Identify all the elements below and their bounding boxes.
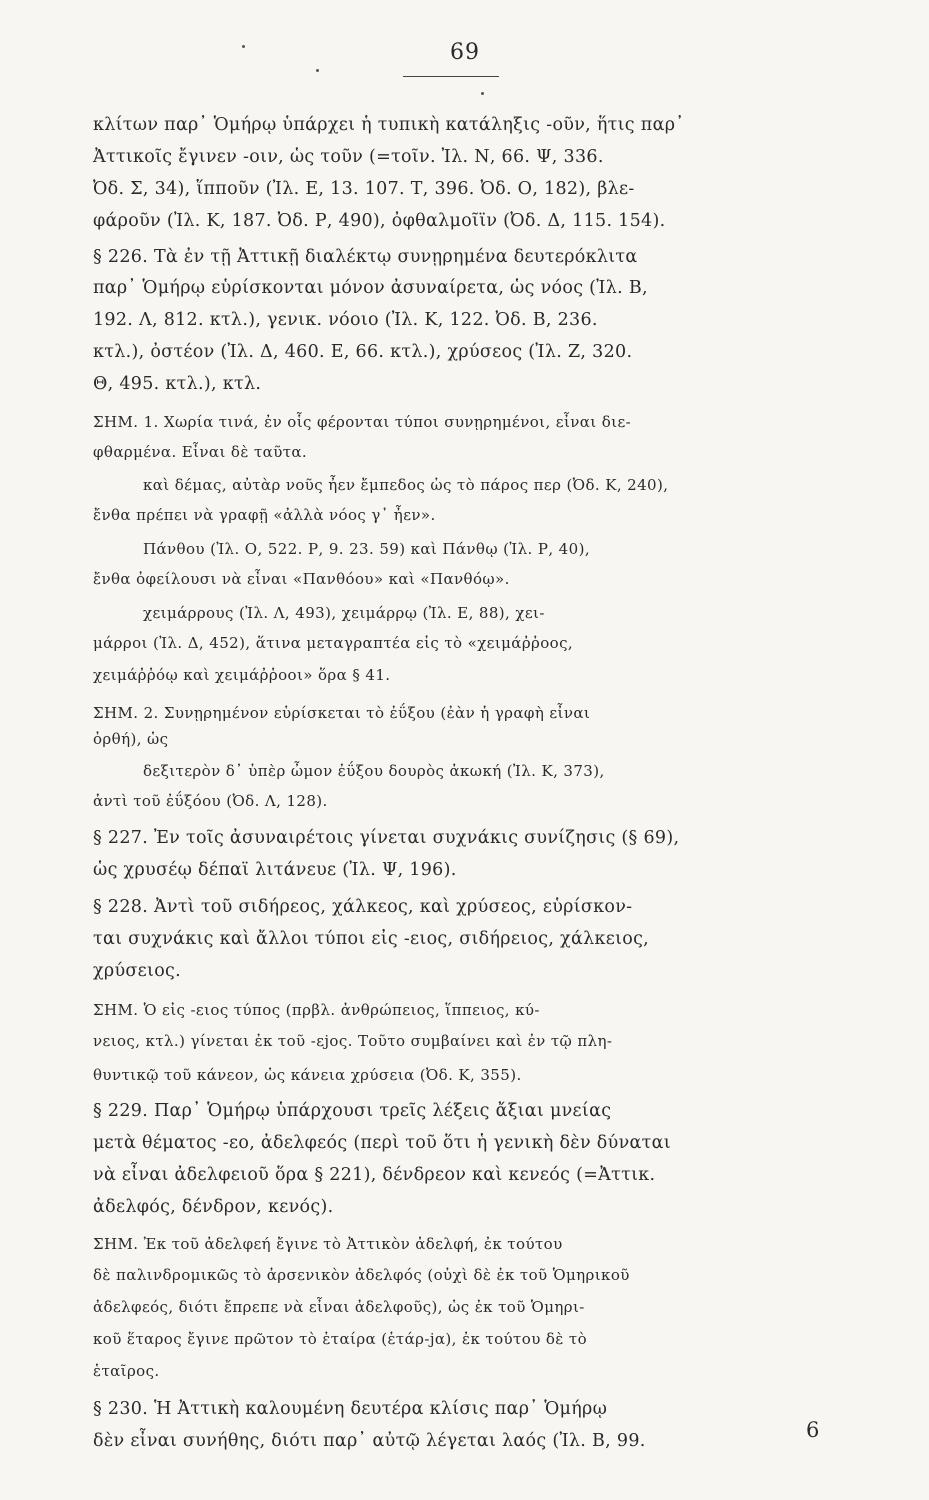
text-line: νὰ εἶναι ἀδελφειοῦ ὅρα § 221), δένδρεον καὶ κενεός (=Ἀττικ. — [93, 1165, 656, 1185]
ink-speck — [316, 69, 319, 72]
text-line: § 230. Ἡ Ἀττικὴ καλουμένη δευτέρα κλίσις παρ᾽ Ὁμήρῳ — [93, 1399, 608, 1419]
text-line: χρύσειος. — [93, 961, 182, 981]
text-line: ΣΗΜ. Ὁ εἰς -ειος τύπος (πρβλ. ἀνθρώπειος, ἵππειος, κύ- — [93, 1001, 540, 1019]
ink-speck — [242, 45, 245, 48]
ink-speck — [481, 92, 484, 95]
text-line: ἔνθα ὀφείλουσι νὰ εἶναι «Πανθόου» καὶ «Πανθόῳ». — [93, 570, 510, 588]
text-line: § 227. Ἐν τοῖς ἀσυναιρέτοις γίνεται συχνάκις συνίζησις (§ 69), — [93, 828, 680, 848]
text-line: μετὰ θέματος -εο, ἀδελφεός (περὶ τοῦ ὅτι ἡ γενικὴ δὲν δύναται — [93, 1133, 671, 1153]
text-line: Ὀδ. Σ, 34), ἵπποῦν (Ἰλ. Ε, 13. 107. Τ, 396. Ὀδ. Ο, 182), βλε- — [93, 179, 635, 199]
text-line: ΣΗΜ. Ἐκ τοῦ ἀδελφεή ἔγινε τὸ Ἀττικὸν ἀδελφή, ἐκ τούτου — [93, 1235, 563, 1253]
text-line: θυντικῷ τοῦ κάνεον, ὡς κάνεια χρύσεια (Ὀδ. Κ, 355). — [93, 1066, 522, 1084]
text-line: ἔνθα πρέπει νὰ γραφῇ «ἀλλὰ νόος γ᾽ ἦεν». — [93, 506, 436, 524]
text-line: 192. Λ, 812. κτλ.), γενικ. νόοιο (Ἰλ. Κ, 122. Ὀδ. Β, 236. — [93, 310, 598, 330]
text-line: ὀρθή), ὡς — [93, 730, 169, 748]
text-line: δὲ παλινδρομικῶς τὸ ἀρσενικὸν ἀδελφός (οὐχὶ δὲ ἐκ τοῦ Ὁμηρικοῦ — [93, 1266, 630, 1284]
text-line: καὶ δέμας, αὐτὰρ νοῦς ἦεν ἔμπεδος ὡς τὸ πάρος περ (Ὀδ. Κ, 240), — [143, 476, 669, 494]
text-line: ὡς χρυσέῳ δέπαϊ λιτάνευε (Ἰλ. Ψ, 196). — [93, 860, 457, 880]
text-line: ΣΗΜ. 2. Συνῃρημένον εὑρίσκεται τὸ ἐΰξου (ἐὰν ἡ γραφὴ εἶναι — [93, 704, 591, 722]
footer-signature: 6 — [806, 1418, 820, 1442]
text-line: χειμάρρους (Ἰλ. Λ, 493), χειμάρρῳ (Ἰλ. Ε, 88), χει- — [143, 604, 545, 622]
text-line: § 226. Τὰ ἐν τῇ Ἀττικῇ διαλέκτῳ συνῃρημένα δευτερόκλιτα — [93, 247, 638, 267]
text-line: δεξιτερὸν δ᾽ ὑπὲρ ὦμον ἐΰξου δουρὸς ἀκωκή (Ἰλ. Κ, 373), — [143, 762, 605, 780]
text-line: ἀδελφεός, διότι ἔπρεπε νὰ εἶναι ἀδελφοῦς), ὡς ἐκ τοῦ Ὁμηρι- — [93, 1298, 585, 1316]
text-line: Ἀττικοῖς ἔγινεν -οιν, ὡς τοῦν (=τοῖν. Ἰλ. Ν, 66. Ψ, 336. — [93, 147, 604, 167]
text-line: φάροῦν (Ἰλ. Κ, 187. Ὀδ. Ρ, 490), ὀφθαλμοῖϊν (Ὀδ. Δ, 115. 154). — [93, 211, 666, 231]
page-number: 69 — [450, 40, 480, 65]
header-rule — [403, 76, 499, 77]
text-line: ἀντὶ τοῦ ἐΰξόου (Ὀδ. Λ, 128). — [93, 792, 328, 810]
text-line: Πάνθου (Ἰλ. Ο, 522. Ρ, 9. 23. 59) καὶ Πάνθῳ (Ἰλ. Ρ, 40), — [143, 540, 590, 558]
text-line: ΣΗΜ. 1. Χωρία τινά, ἐν οἷς φέρονται τύποι συνῃρημένοι, εἶναι διε- — [93, 413, 632, 431]
text-line: παρ᾽ Ὁμήρῳ εὑρίσκονται μόνον ἀσυναίρετα, ὡς νόος (Ἰλ. Β, — [93, 278, 648, 298]
text-line: § 229. Παρ᾽ Ὁμήρῳ ὑπάρχουσι τρεῖς λέξεις ἄξιαι μνείας — [93, 1101, 612, 1121]
text-line: κτλ.), ὀστέον (Ἰλ. Δ, 460. Ε, 66. κτλ.), χρύσεος (Ἰλ. Ζ, 320. — [93, 342, 633, 362]
text-line: μάρροι (Ἰλ. Δ, 452), ἅτινα μεταγραπτέα εἰς τὸ «χειμάῤῥοος, — [93, 634, 574, 652]
text-line: δὲν εἶναι συνήθης, διότι παρ᾽ αὐτῷ λέγεται λαός (Ἰλ. Β, 99. — [93, 1431, 646, 1451]
text-line: § 228. Ἀντὶ τοῦ σιδήρεος, χάλκεος, καὶ χρύσεος, εὑρίσκον- — [93, 897, 633, 917]
text-line: Θ, 495. κτλ.), κτλ. — [93, 374, 262, 394]
text-line: κλίτων παρ᾽ Ὁμήρῳ ὑπάρχει ἡ τυπικὴ κατάληξις -οῦν, ἥτις παρ᾽ — [93, 115, 685, 135]
text-line: ἀδελφός, δένδρον, κενός). — [93, 1197, 334, 1217]
text-line: ἑταῖρος. — [93, 1362, 160, 1380]
text-line: κοῦ ἕταρος ἔγινε πρῶτον τὸ ἑταίρα (ἑτάρ-jα), ἐκ τούτου δὲ τὸ — [93, 1330, 588, 1348]
text-line: ται συχνάκις καὶ ἄλλοι τύποι εἰς -ειος, σιδήρειος, χάλκειος, — [93, 929, 650, 949]
text-line: φθαρμένα. Εἶναι δὲ ταῦτα. — [93, 443, 308, 461]
text-line: νειος, κτλ.) γίνεται ἐκ τοῦ -εjος. Τοῦτο συμβαίνει καὶ ἐν τῷ πλη- — [93, 1032, 613, 1050]
text-line: χειμάῤῥόῳ καὶ χειμάῤῥοοι» ὅρα § 41. — [93, 666, 391, 684]
